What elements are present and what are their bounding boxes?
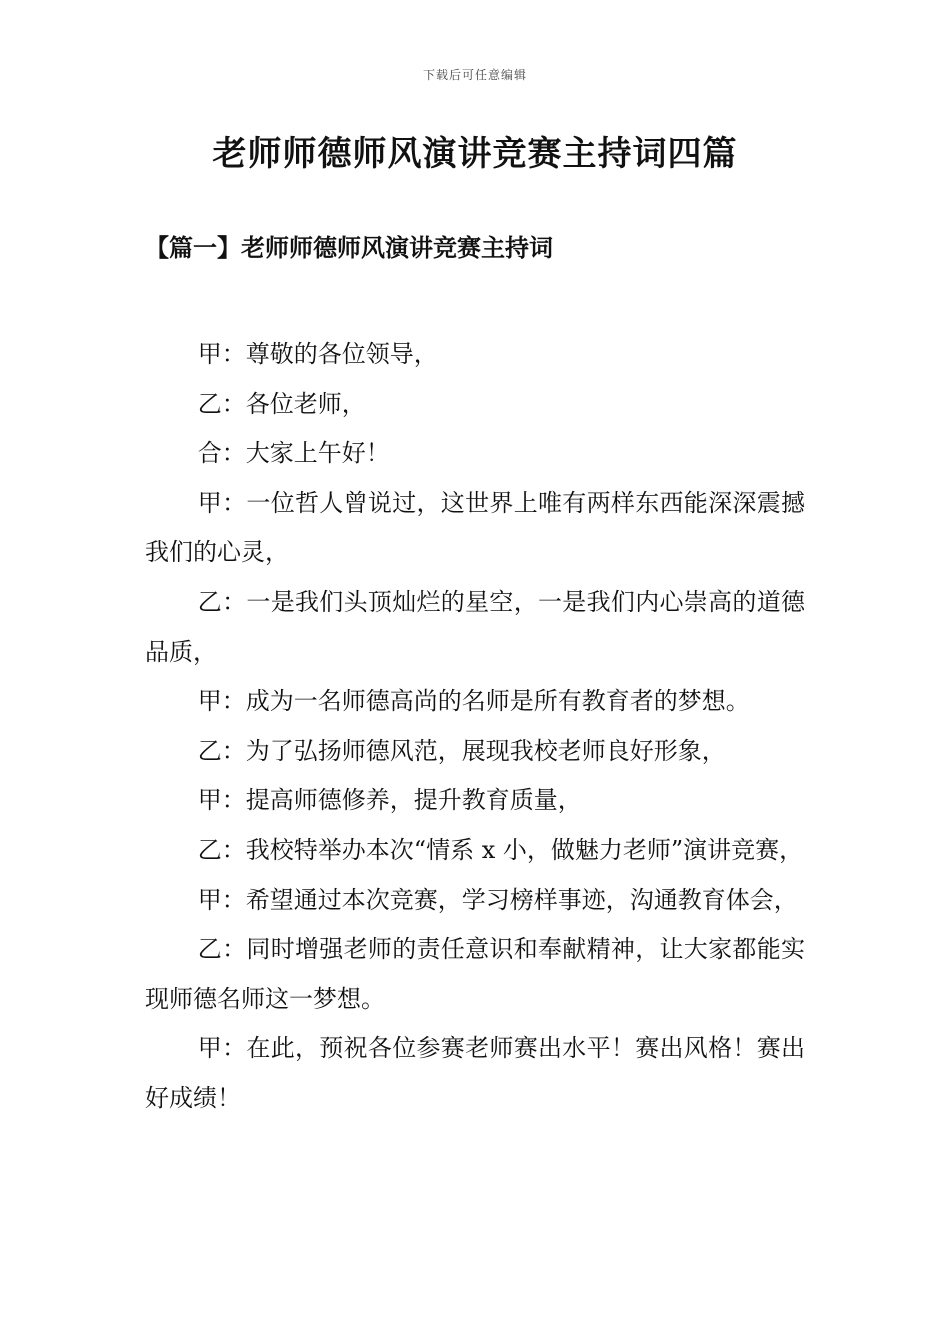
- paragraph: 乙：一是我们头顶灿烂的星空，一是我们内心崇高的道德品质，: [145, 587, 805, 666]
- paragraph: 乙：为了弘扬师德风范，展现我校老师良好形象，: [197, 736, 726, 765]
- paragraph: 合：大家上午好！: [197, 439, 390, 468]
- paragraph: 乙：同时增强老师的责任意识和奉献精神，让大家都能实现师德名师这一梦想。: [145, 935, 805, 1013]
- paragraph: 甲：希望通过本次竞赛，学习榜样事迹，沟通教育体会，: [197, 885, 798, 914]
- document-title: 老师师德师风演讲竞赛主持词四篇: [212, 134, 738, 174]
- section-heading: 【篇一】老师师德师风演讲竞赛主持词: [145, 233, 553, 262]
- paragraph: 乙：我校特举办本次“情系 x 小，做魅力老师”演讲竞赛，: [197, 835, 804, 864]
- body-text: [145, 330, 805, 1124]
- paragraph: 乙：各位老师，: [197, 389, 366, 418]
- paragraph: 甲：成为一名师德高尚的名师是所有教育者的梦想。: [197, 687, 750, 716]
- header-note: 下载后可任意编辑: [422, 68, 527, 82]
- paragraph: 甲：提高师德修养，提升教育质量，: [197, 786, 582, 815]
- paragraph: 甲：在此，预祝各位参赛老师赛出水平！赛出风格！赛出好成绩！: [145, 1034, 805, 1112]
- paragraph: 甲：一位哲人曾说过，这世界上唯有两样东西能深深震撼我们的心灵，: [145, 488, 805, 567]
- paragraph: 甲：尊敬的各位领导，: [197, 340, 438, 368]
